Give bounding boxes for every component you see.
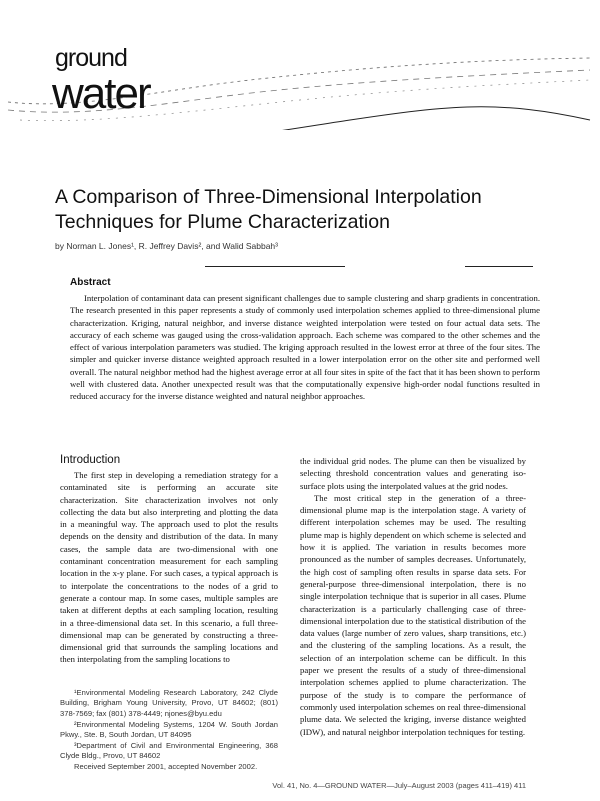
abstract-heading: Abstract [70,277,111,288]
left-column-text [60,469,278,666]
introduction-heading: Introduction [60,454,121,466]
two-column-layout [60,453,526,773]
abstract-text: Interpolation of contaminant data can present significant challenges due to sample clustering and sharp gradients in concentration. The research presented in this paper represents a study of commonly used interpolation schemes applied to three-dimensional plume characterization. Kriging, natural neighbor, and inverse distance weighted interpolation were tested on four actual data sets. The accuracy of each scheme was gauged using the cross-validation approach. Each scheme was compared to the other schemes and the effect of various interpolation parameters was studied. The kriging approach resulted in the lowest error at three of the four sites. The simpler and quicker inverse distance weighted approach resulted in a lower interpolation error on the other site and performed well overall. The natural neighbor method had the highest average error at all four sites in spite of the fact that it has been shown to perform well with clustered data. Another unexpected result was that the computationally expensive high-order nodal functions resulted in reduced accuracy for the inverse distance weighted and natural neighbor approaches. [70,293,540,402]
journal-logo-ground: ground [55,44,127,72]
journal-logo-water: water [52,69,150,118]
paragraph: The first step in developing a remediation strategy for a contaminated site is performing an accurate site characterization. Site characterization involves not only collecting the data but also interpreting and plotting the data in a meaningful way. The approach used to plot the results depends on the density and distribution of the data. In many cases, the sample data are two-dimensional with one contaminant concentration measurement for each sampling location in the x-y plane. For such cases, a typical approach is to interpolate the concentrations to the nodes of a grid to generate a contour map. In some cases, multiple samples are taken at different depths at each sampling location, resulting in a three-dimensional data set. In this scenario, a full three-dimensional map can be generated by constructing a three-dimensional grid that surrounds the sampling locations and then interpolating from the sampling locations to [60,470,278,665]
paragraph: The most critical step in the generation of a three-dimensional plume map is the interpolation stage. A variety of different interpolation schemes may be used. The resulting plume map is highly dependent on which scheme is selected and how it is applied. The variation in results becomes more pronounced as the number of samples decreases. Unfortunately, the high cost of sampling often results in sparse data sets. For general-purpose three-dimensional interpolation, there is no single interpolation technique that is superior in all cases. Plume characterization is a particularly challenging case of three-dimensional interpolation due to the statistical distribution of the data values (large number of zero values, sharp transitions, etc.) and the clustering of the sampling locations. As a result, the selection of an interpolation scheme can be difficult. In this paper we present the results of a study of three-dimensional interpolation schemes applied to plume characterization. The purpose of the study is to compare the performance of commonly used interpolation schemes on real three-dimensional plume data. We selected the kriging, inverse distance weighted (IDW), and natural neighbor interpolation techniques for testing. [300,492,526,737]
article-authors: by Norman L. Jones¹, R. Jeffrey Davis², and Walid Sabbah³ [55,241,278,251]
paragraph: the individual grid nodes. The plume can then be visualized by selecting threshold concentration values and generating iso-surface plots using the interpolated values at the grid nodes. [300,456,526,491]
footnotes [60,688,278,773]
footnote: ²Environmental Modeling Systems, 1204 W. South Jordan Pkwy., Ste. B, South Jordan, UT 84095 [60,719,278,740]
right-column [300,453,526,738]
received-date: Received September 2001, accepted November 2002. [74,761,258,771]
footnote: ³Department of Civil and Environmental Engineering, 368 Clyde Bldg., Provo, UT 84602 [60,740,278,761]
page-footer: Vol. 41, No. 4—GROUND WATER—July–August 2003 (pages 411–419) 411 [272,780,526,790]
article-title: A Comparison of Three-Dimensional Interpolation Techniques for Plume Characterization [55,186,482,233]
footnote: ¹Environmental Modeling Research Laboratory, 242 Clyde Building, Brigham Young University, Provo, UT 84602; (801) 378-7569; fax (801) 378-4449; njones@byu.edu [60,687,278,718]
left-column [60,453,278,773]
